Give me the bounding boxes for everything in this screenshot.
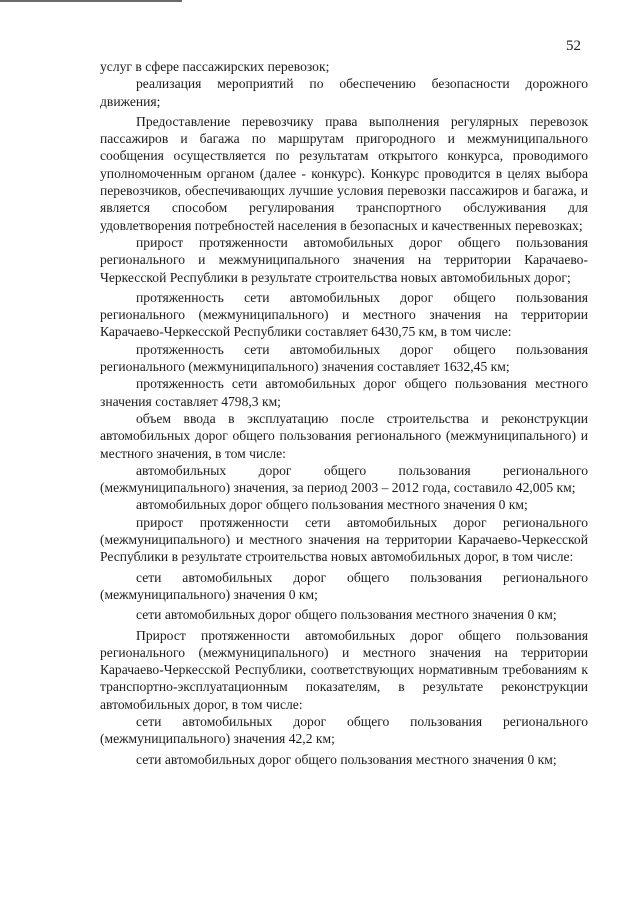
paragraph: реализация мероприятий по обеспечению безопасности дорожного движения; [100,76,588,109]
paragraph: прирост протяженности сети автомобильных дорог регионального (межмуниципального) и местного значения на территории Карачаево-Черкесской Республики в результате строительства новых автомобильных дорог, в том числе: [100,514,588,565]
paragraph: сети автомобильных дорог общего пользования местного значения 0 км; [136,751,557,767]
paragraph: прирост протяженности автомобильных дорог общего пользования регионального и межмуниципального значения на территории Карачаево-Черкесской Республики в результате строительства новых автомобильных дорог; [100,234,588,285]
paragraph: объем ввода в эксплуатацию после строительства и реконструкции автомобильных дорог общего пользования регионального (межмуниципального) и местного значения, в том числе: [100,410,588,461]
paragraph: протяженность сети автомобильных дорог общего пользования местного значения составляет 4798,3 км; [100,376,588,409]
paragraph: автомобильных дорог общего пользования регионального (межмуниципального) значения, за период 2003 – 2012 года, составило 42,005 км; [100,462,588,496]
page-number: 52 [566,38,581,54]
paragraph: Прирост протяженности автомобильных дорог общего пользования регионального (межмуниципального) и местного значения на территории Карачаево-Черкесской Республики, соответствующих нормативным требованиям к транспортно-эксплуатационным показателям, в результате реконструкции автомобильных дорог, в том числе: [100,627,588,712]
top-rule [0,0,182,2]
paragraph: протяженность сети автомобильных дорог общего пользования регионального (межмуниципального) и местного значения на территории Карачаево-Черкесской Республики составляет 6430,75 км, в том числе: [100,289,588,340]
document-body [100,58,588,768]
paragraph: сети автомобильных дорог общего пользования регионального (межмуниципального) значения 0 км; [100,569,588,602]
paragraph: Предоставление перевозчику права выполнения регулярных перевозок пассажиров и багажа по маршрутам пригородного и межмуниципального сообщения осуществляется по результатам открытого конкурса, проводимого уполномоченным органом (далее - конкурс). Конкурс проводится в целях выбора перевозчиков, обеспечивающих лучшие условия перевозки пассажиров и багажа, и является способом регулирования транспортного обслуживания для удовлетворения потребностей населения в безопасных и качественных перевозках; [100,113,588,233]
paragraph: сети автомобильных дорог общего пользования регионального (межмуниципального) значения 42,2 км; [100,713,588,747]
paragraph: протяженность сети автомобильных дорог общего пользования регионального (межмуниципального) значения составляет 1632,45 км; [100,341,588,375]
paragraph: автомобильных дорог общего пользования местного значения 0 км; [136,497,528,513]
paragraph: услуг в сфере пассажирских перевозок; [100,59,330,74]
paragraph: сети автомобильных дорог общего пользования местного значения 0 км; [136,607,557,623]
